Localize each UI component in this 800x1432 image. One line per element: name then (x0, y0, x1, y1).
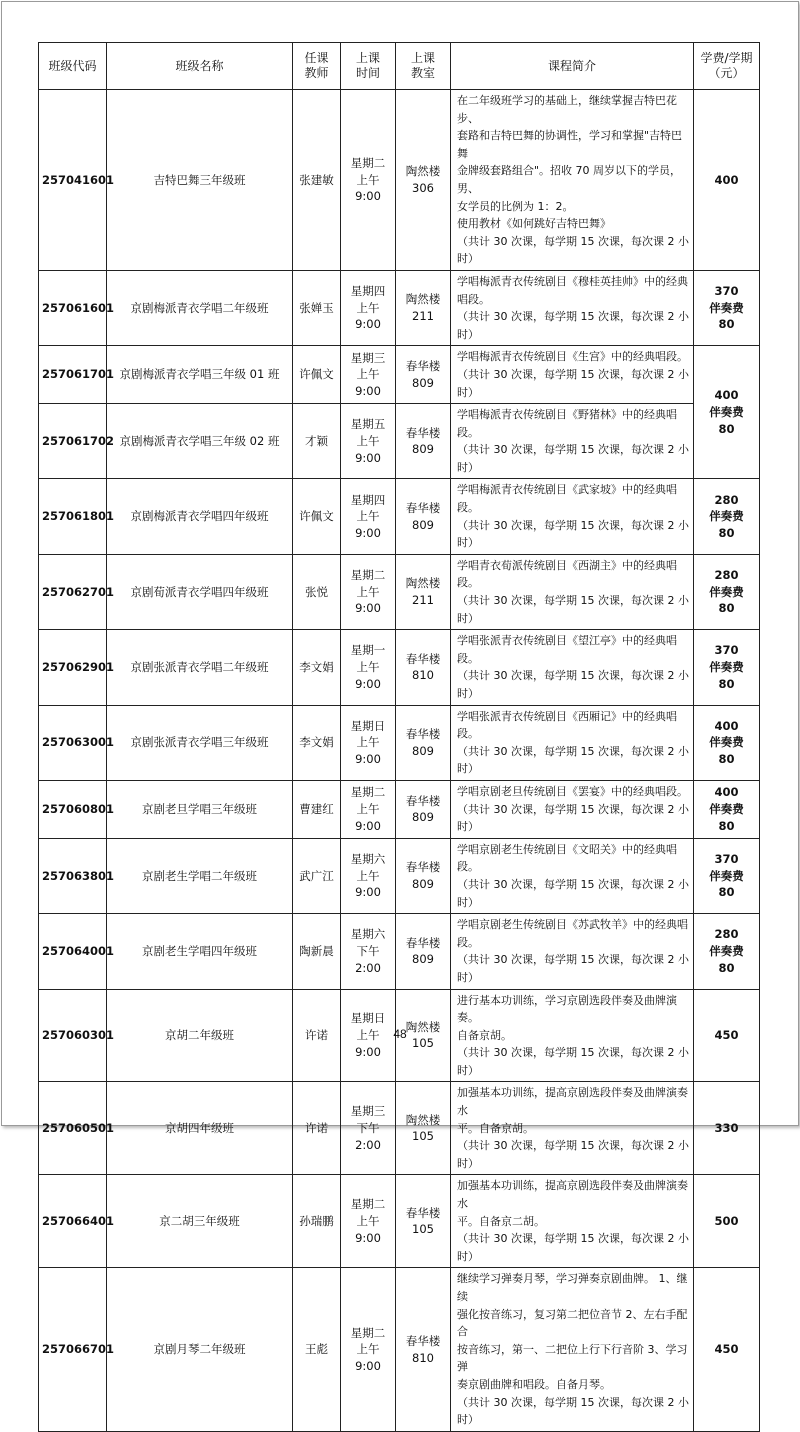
class-time-line: 星期四 (350, 284, 386, 299)
class-code: 257041601 (39, 90, 107, 271)
classroom (396, 554, 451, 629)
description-line: 学唱梅派青衣传统剧目《野猪林》中的经典唱段。 (457, 408, 677, 439)
classroom (396, 90, 451, 271)
class-code: 257060301 (39, 989, 107, 1082)
class-time-line: 上午 9:00 (355, 802, 381, 833)
classroom-line: 春华楼 (405, 935, 441, 950)
description-line: （共计 30 次课，每学期 15 次课，每次课 2 小时） (457, 744, 689, 776)
class-name: 京胡四年级班 (107, 1082, 293, 1175)
header-time-line: 上课 (355, 51, 380, 65)
class-code: 257062701 (39, 554, 107, 629)
header-teacher (293, 43, 341, 90)
tuition-fee (694, 630, 760, 705)
classroom-line: 211 (412, 309, 434, 324)
teacher: 武广江 (293, 838, 341, 913)
classroom-line: 105 (412, 1036, 434, 1051)
class-time (341, 346, 396, 404)
classroom-line: 春华楼 (405, 1333, 441, 1348)
course-table (38, 42, 760, 1432)
classroom-line: 陶然楼 (405, 1019, 441, 1034)
description-line: 平。自备京胡。 (457, 1121, 534, 1135)
classroom-line: 春华楼 (405, 727, 441, 742)
description-line: （共计 30 次课，每学期 15 次课，每次课 2 小时） (457, 1232, 689, 1263)
description-line: （共计 30 次课，每学期 15 次课，每次课 2 小时） (457, 1395, 689, 1427)
description-line: 学唱梅派青衣传统剧目《生宫》中的经典唱段。 (457, 350, 688, 364)
fee-line: 伴奏费 (709, 735, 744, 750)
class-time-line: 星期三 (350, 1104, 386, 1119)
course-description (451, 1175, 694, 1268)
classroom (396, 346, 451, 404)
description-line: 使用教材《如何跳好吉特巴舞》 (457, 217, 611, 231)
classroom-line: 809 (412, 952, 434, 967)
class-time (341, 838, 396, 913)
description-line: 进行基本功训练，学习京剧选段伴奏及曲牌演奏。 (457, 993, 677, 1025)
fee-line: 80 (718, 885, 735, 900)
teacher: 许佩文 (293, 479, 341, 554)
description-line: 在二年级班学习的基础上，继续掌握吉特巴花步、 (457, 94, 677, 125)
table-row (39, 838, 760, 913)
course-description (451, 838, 694, 913)
class-name: 吉特巴舞三年级班 (107, 90, 293, 271)
class-time (341, 705, 396, 780)
fee-line: 80 (718, 676, 735, 691)
description-line: （共计 30 次课，每学期 15 次课，每次课 2 小时） (457, 802, 689, 834)
fee-line: 370 (714, 851, 739, 866)
description-line: 学唱京剧老生传统剧目《文昭关》中的经典唱段。 (457, 842, 677, 874)
description-line: 加强基本功训练，提高京剧选段伴奏及曲牌演奏水 (457, 1179, 688, 1211)
description-line: （共计 30 次课，每学期 15 次课，每次课 2 小时） (457, 443, 689, 474)
class-time (341, 1268, 396, 1431)
fee-line: 370 (714, 284, 739, 299)
fee-line: 80 (718, 601, 735, 616)
class-time-line: 星期日 (350, 1011, 386, 1026)
class-time-line: 上午 9:00 (355, 300, 381, 332)
teacher: 张悦 (293, 554, 341, 629)
class-code: 257066701 (39, 1268, 107, 1431)
class-code: 257061701 (39, 346, 107, 404)
table-row (39, 780, 760, 838)
fee-line: 400 (714, 785, 739, 800)
class-time-line: 上午 9:00 (355, 1028, 381, 1059)
class-code: 257060801 (39, 780, 107, 838)
classroom-line: 春华楼 (405, 651, 441, 666)
description-line: 按音练习，第一、二把位上行下行音阶 3、学习弹 (457, 1342, 688, 1374)
description-line: （共计 30 次课，每学期 15 次课，每次课 2 小时） (457, 953, 689, 984)
table-row (39, 1082, 760, 1175)
class-name: 京剧老生学唱四年级班 (107, 914, 293, 989)
class-time-line: 星期三 (350, 350, 386, 365)
table-row (39, 705, 760, 780)
class-time (341, 404, 396, 479)
class-name: 京胡二年级班 (107, 989, 293, 1082)
description-line: 学唱京剧老生传统剧目《苏武牧羊》中的经典唱段。 (457, 918, 688, 949)
class-time-line: 星期二 (350, 568, 386, 583)
fee-line: 400 (714, 718, 739, 733)
table-row (39, 914, 760, 989)
class-name: 京剧张派青衣学唱二年级班 (107, 630, 293, 705)
classroom-line: 陶然楼 (405, 164, 441, 179)
teacher: 李文娟 (293, 630, 341, 705)
classroom-line: 809 (412, 876, 434, 891)
classroom (396, 705, 451, 780)
fee-line: 280 (714, 492, 739, 507)
classroom-line: 陶然楼 (405, 1112, 441, 1127)
classroom-line: 810 (412, 668, 434, 683)
class-time (341, 914, 396, 989)
teacher: 王彪 (293, 1268, 341, 1431)
class-time-line: 星期二 (350, 1325, 386, 1340)
class-code: 257060501 (39, 1082, 107, 1175)
course-description (451, 914, 694, 989)
class-time-line: 上午 9:00 (355, 509, 381, 540)
class-code: 257061702 (39, 404, 107, 479)
tuition-fee (694, 705, 760, 780)
header-fee-line: 学费/学期 (700, 51, 753, 65)
description-line: 金牌级套路组合"。招收 70 周岁以下的学员，男、 (457, 164, 682, 195)
class-time-line: 上午 9:00 (355, 433, 381, 465)
classroom-line: 809 (412, 517, 434, 532)
header-name: 班级名称 (107, 43, 293, 90)
classroom-line: 105 (412, 1222, 434, 1237)
fee-line: 80 (718, 525, 735, 540)
course-description (451, 479, 694, 554)
fee-line: 伴奏费 (709, 868, 744, 883)
tuition-fee (694, 780, 760, 838)
tuition-fee (694, 1268, 760, 1431)
description-line: 加强基本功训练，提高京剧选段伴奏及曲牌演奏水 (457, 1086, 688, 1118)
classroom-line: 春华楼 (405, 860, 441, 875)
class-name: 京剧荀派青衣学唱四年级班 (107, 554, 293, 629)
classroom-line: 306 (412, 180, 434, 195)
tuition-fee (694, 270, 760, 345)
description-line: 学唱梅派青衣传统剧目《武家坡》中的经典唱段。 (457, 483, 677, 515)
description-line: 学唱青衣荀派传统剧目《西湖主》中的经典唱段。 (457, 558, 677, 590)
header-teacher-line: 任课 (304, 51, 329, 65)
table-row (39, 270, 760, 345)
class-name: 京剧梅派青衣学唱二年级班 (107, 270, 293, 345)
tuition-fee (694, 914, 760, 989)
course-description (451, 346, 694, 404)
fee-line: 280 (714, 927, 739, 942)
tuition-fee (694, 838, 760, 913)
description-line: （共计 30 次课，每学期 15 次课，每次课 2 小时） (457, 367, 689, 399)
course-description (451, 1268, 694, 1431)
description-line: 继续学习弹奏月琴，学习弹奏京剧曲牌。 1、继续 (457, 1272, 688, 1303)
teacher: 孙瑞鹏 (293, 1175, 341, 1268)
fee-line: 伴奏费 (709, 660, 744, 675)
course-description (451, 705, 694, 780)
teacher: 张婵玉 (293, 270, 341, 345)
class-name: 京剧老生学唱二年级班 (107, 838, 293, 913)
description-line: （共计 30 次课，每学期 15 次课，每次课 2 小时） (457, 1139, 689, 1170)
class-time (341, 554, 396, 629)
course-description (451, 780, 694, 838)
classroom (396, 270, 451, 345)
class-code: 257063801 (39, 838, 107, 913)
header-code: 班级代码 (39, 43, 107, 90)
classroom-line: 105 (412, 1129, 434, 1144)
table-row (39, 404, 760, 479)
class-time-line: 星期一 (350, 643, 386, 658)
tuition-fee (694, 90, 760, 271)
description-line: （共计 30 次课，每学期 15 次课，每次课 2 小时） (457, 310, 689, 341)
class-code: 257066401 (39, 1175, 107, 1268)
header-room (396, 43, 451, 90)
class-time (341, 780, 396, 838)
class-time-line: 上午 9:00 (355, 1214, 381, 1245)
fee-line: 伴奏费 (709, 405, 744, 420)
description-line: （共计 30 次课，每学期 15 次课，每次课 2 小时） (457, 518, 689, 550)
header-time-line: 时间 (355, 66, 380, 80)
table-row (39, 1268, 760, 1431)
classroom (396, 914, 451, 989)
class-time-line: 星期日 (350, 718, 386, 733)
classroom-line: 809 (412, 375, 434, 390)
description-line: 平。自备京二胡。 (457, 1214, 545, 1228)
class-time-line: 星期六 (350, 927, 386, 942)
teacher: 李文娟 (293, 705, 341, 780)
description-line: 学唱京剧老旦传统剧目《罢宴》中的经典唱段。 (457, 784, 688, 798)
fee-line: 500 (714, 1214, 739, 1229)
fee-line: 400 (714, 388, 739, 403)
class-name: 京剧梅派青衣学唱三年级 01 班 (107, 346, 293, 404)
fee-line: 伴奏费 (709, 802, 744, 817)
tuition-fee (694, 1175, 760, 1268)
class-name: 京剧老旦学唱三年级班 (107, 780, 293, 838)
description-line: 自备京胡。 (457, 1028, 512, 1042)
description-line: （共计 30 次课，每学期 15 次课，每次课 2 小时） (457, 877, 689, 909)
class-time-line: 上午 9:00 (355, 735, 381, 767)
class-name: 京剧梅派青衣学唱三年级 02 班 (107, 404, 293, 479)
class-code: 257063001 (39, 705, 107, 780)
classroom-line: 春华楼 (405, 500, 441, 515)
table-row (39, 554, 760, 629)
classroom-line: 陶然楼 (405, 576, 441, 591)
classroom-line: 陶然楼 (405, 292, 441, 307)
class-name: 京剧张派青衣学唱三年级班 (107, 705, 293, 780)
class-time-line: 星期二 (350, 1197, 386, 1212)
fee-line: 80 (718, 752, 735, 767)
class-time (341, 479, 396, 554)
description-line: （共计 30 次课，每学期 15 次课，每次课 2 小时） (457, 1046, 689, 1077)
fee-line: 伴奏费 (709, 584, 744, 599)
class-name: 京剧月琴二年级班 (107, 1268, 293, 1431)
description-line: 强化按音练习，复习第二把位音节 2、左右手配合 (457, 1307, 688, 1339)
classroom-line: 809 (412, 743, 434, 758)
fee-line: 伴奏费 (709, 509, 744, 524)
classroom (396, 1268, 451, 1431)
fee-line: 280 (714, 568, 739, 583)
fee-line: 80 (718, 317, 735, 332)
course-description (451, 554, 694, 629)
fee-line: 450 (714, 1028, 739, 1043)
fee-line: 伴奏费 (709, 300, 744, 315)
classroom (396, 1175, 451, 1268)
class-time-line: 上午 9:00 (355, 868, 381, 900)
header-row (39, 43, 760, 90)
class-time-line: 上午 9:00 (355, 367, 381, 399)
tuition-fee (694, 1082, 760, 1175)
classroom-line: 211 (412, 593, 434, 608)
class-time-line: 下午 2:00 (355, 1121, 381, 1152)
class-time-line: 上午 9:00 (355, 1342, 381, 1373)
class-time-line: 上午 9:00 (355, 584, 381, 616)
course-description (451, 90, 694, 271)
teacher: 许佩文 (293, 346, 341, 404)
class-time-line: 星期六 (350, 851, 386, 866)
description-line: 学唱梅派青衣传统剧目《穆桂英挂帅》中的经典唱段。 (457, 274, 688, 306)
table-row (39, 90, 760, 271)
description-line: （共计 30 次课，每学期 15 次课，每次课 2 小时） (457, 669, 689, 700)
classroom-line: 春华楼 (405, 359, 441, 374)
class-time (341, 1175, 396, 1268)
fee-line: 450 (714, 1342, 739, 1357)
class-code: 257062901 (39, 630, 107, 705)
class-code: 257061601 (39, 270, 107, 345)
course-description (451, 404, 694, 479)
class-time-line: 星期二 (350, 785, 386, 800)
classroom (396, 479, 451, 554)
class-name: 京剧梅派青衣学唱四年级班 (107, 479, 293, 554)
fee-line: 80 (718, 421, 735, 436)
teacher: 张建敏 (293, 90, 341, 271)
teacher: 许诺 (293, 1082, 341, 1175)
class-time (341, 90, 396, 271)
description-line: （共计 30 次课，每学期 15 次课，每次课 2 小时） (457, 234, 689, 266)
description-line: （共计 30 次课，每学期 15 次课，每次课 2 小时） (457, 594, 689, 625)
course-description (451, 1082, 694, 1175)
table-row (39, 1175, 760, 1268)
table-row (39, 346, 760, 404)
table-row (39, 630, 760, 705)
tuition-fee (694, 346, 760, 479)
class-time-line: 上午 9:00 (355, 660, 381, 691)
description-line: 女学员的比例为 1：2。 (457, 199, 574, 213)
classroom-line: 春华楼 (405, 1205, 441, 1220)
class-time (341, 1082, 396, 1175)
header-intro: 课程简介 (451, 43, 694, 90)
classroom (396, 404, 451, 479)
header-fee-line: （元） (708, 66, 745, 80)
classroom-line: 春华楼 (405, 425, 441, 440)
class-time-line: 星期四 (350, 492, 386, 507)
class-name: 京二胡三年级班 (107, 1175, 293, 1268)
fee-line: 400 (714, 172, 739, 187)
class-code: 257064001 (39, 914, 107, 989)
header-room-line: 教室 (410, 66, 435, 80)
class-time-line: 上午 9:00 (355, 172, 381, 204)
classroom (396, 780, 451, 838)
course-description (451, 630, 694, 705)
class-time-line: 下午 2:00 (355, 943, 381, 975)
description-line: 奏京剧曲牌和唱段。自备月琴。 (457, 1377, 611, 1391)
description-line: 学唱张派青衣传统剧目《西厢记》中的经典唱段。 (457, 709, 677, 741)
classroom (396, 630, 451, 705)
header-time (341, 43, 396, 90)
fee-line: 80 (718, 818, 735, 833)
description-line: 套路和吉特巴舞的协调性，学习和掌握"吉特巴舞 (457, 129, 683, 160)
fee-line: 伴奏费 (709, 943, 744, 958)
fee-line: 80 (718, 960, 735, 975)
course-description (451, 270, 694, 345)
teacher: 才颖 (293, 404, 341, 479)
class-time (341, 630, 396, 705)
tuition-fee (694, 479, 760, 554)
teacher: 陶新晨 (293, 914, 341, 989)
classroom-line: 809 (412, 810, 434, 825)
class-time (341, 270, 396, 345)
classroom (396, 1082, 451, 1175)
classroom-line: 809 (412, 442, 434, 457)
teacher: 许诺 (293, 989, 341, 1082)
page-number: 48 (393, 1027, 407, 1041)
fee-line: 370 (714, 643, 739, 658)
classroom (396, 838, 451, 913)
description-line: 学唱张派青衣传统剧目《望江亭》中的经典唱段。 (457, 634, 677, 665)
fee-line: 330 (714, 1121, 739, 1136)
header-room-line: 上课 (410, 51, 435, 65)
header-teacher-line: 教师 (304, 66, 329, 80)
teacher: 曹建红 (293, 780, 341, 838)
classroom-line: 810 (412, 1350, 434, 1365)
class-code: 257061801 (39, 479, 107, 554)
classroom-line: 春华楼 (405, 793, 441, 808)
header-fee (694, 43, 760, 90)
class-time-line: 星期二 (350, 155, 386, 170)
table-row (39, 479, 760, 554)
tuition-fee (694, 554, 760, 629)
class-time-line: 星期五 (350, 417, 386, 432)
